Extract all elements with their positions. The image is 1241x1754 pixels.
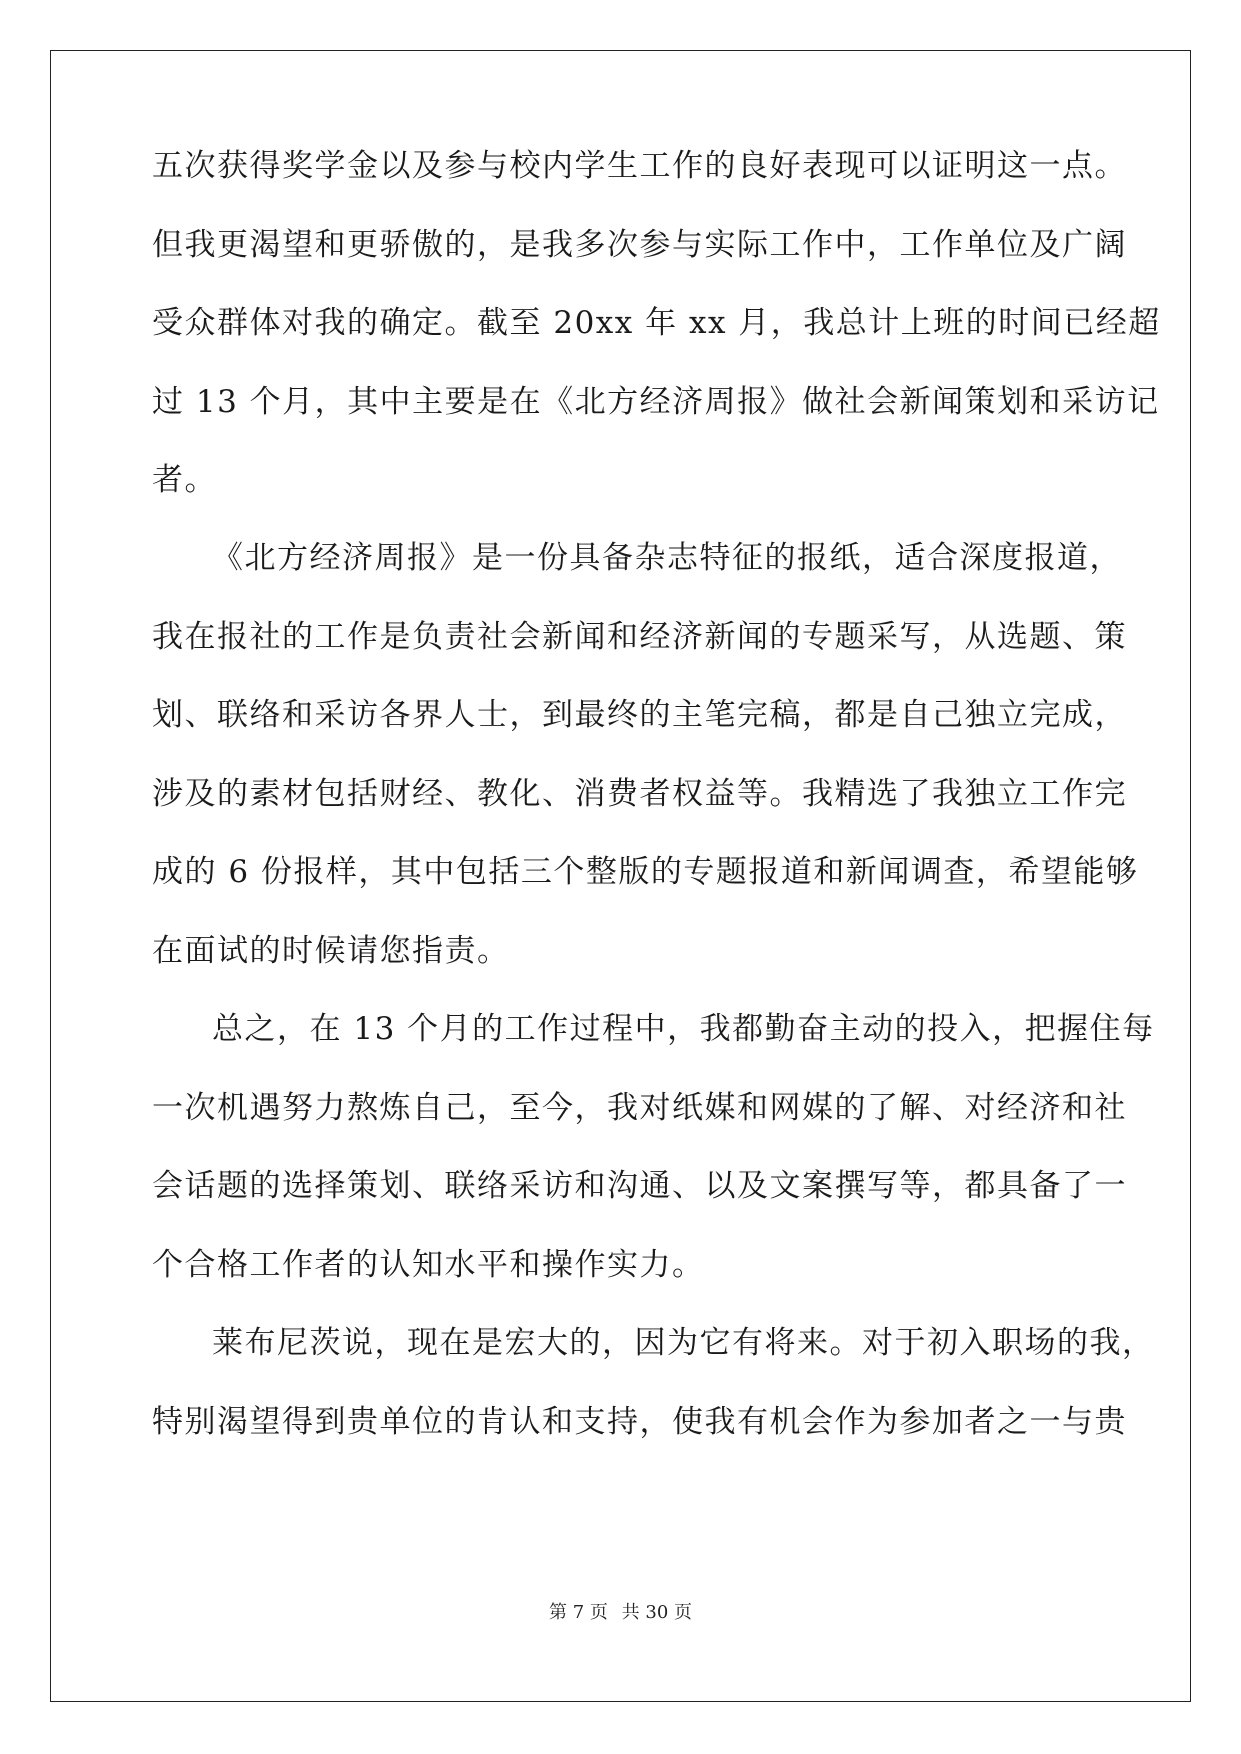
text-line-2: 但我更渴望和更骄傲的，是我多次参与实际工作中，工作单位及广阔 [152,227,1127,263]
page-number: 第 7 页 [549,1602,608,1623]
text-line-1: 五次获得奖学金以及参与校内学生工作的良好表现可以证明这一点。 [152,148,1127,184]
text-line-10: 成的 6 份报样，其中包括三个整版的专题报道和新闻调查，希望能够 [152,854,1139,890]
text-line-6: 《北方经济周报》是一份具备杂志特征的报纸，适合深度报道， [212,540,1122,576]
page-total: 共 30 页 [621,1602,692,1623]
text-line-12: 总之，在 13 个月的工作过程中，我都勤奋主动的投入，把握住每 [212,1011,1155,1047]
text-line-8: 划、联络和采访各界人士，到最终的主笔完稿，都是自己独立完成， [152,697,1127,733]
text-line-17: 特别渴望得到贵单位的肯认和支持，使我有机会作为参加者之一与贵 [152,1404,1127,1440]
page-footer [0,1598,1241,1624]
text-line-9: 涉及的素材包括财经、教化、消费者权益等。我精选了我独立工作完 [152,776,1127,812]
text-line-16: 莱布尼茨说，现在是宏大的，因为它有将来。对于初入职场的我， [212,1325,1155,1361]
text-line-7: 我在报社的工作是负责社会新闻和经济新闻的专题采写，从选题、策 [152,619,1127,655]
text-line-3: 受众群体对我的确定。截至 20xx 年 xx 月，我总计上班的时间已经超 [152,305,1161,341]
text-line-14: 会话题的选择策划、联络采访和沟通、以及文案撰写等，都具备了一 [152,1168,1127,1204]
text-line-4: 过 13 个月，其中主要是在《北方经济周报》做社会新闻策划和采访记 [152,384,1160,420]
text-line-11: 在面试的时候请您指责。 [152,933,510,969]
text-line-15: 个合格工作者的认知水平和操作实力。 [152,1247,705,1283]
text-line-13: 一次机遇努力熬炼自己，至今，我对纸媒和网媒的了解、对经济和社 [152,1090,1127,1126]
text-line-5: 者。 [152,462,217,498]
